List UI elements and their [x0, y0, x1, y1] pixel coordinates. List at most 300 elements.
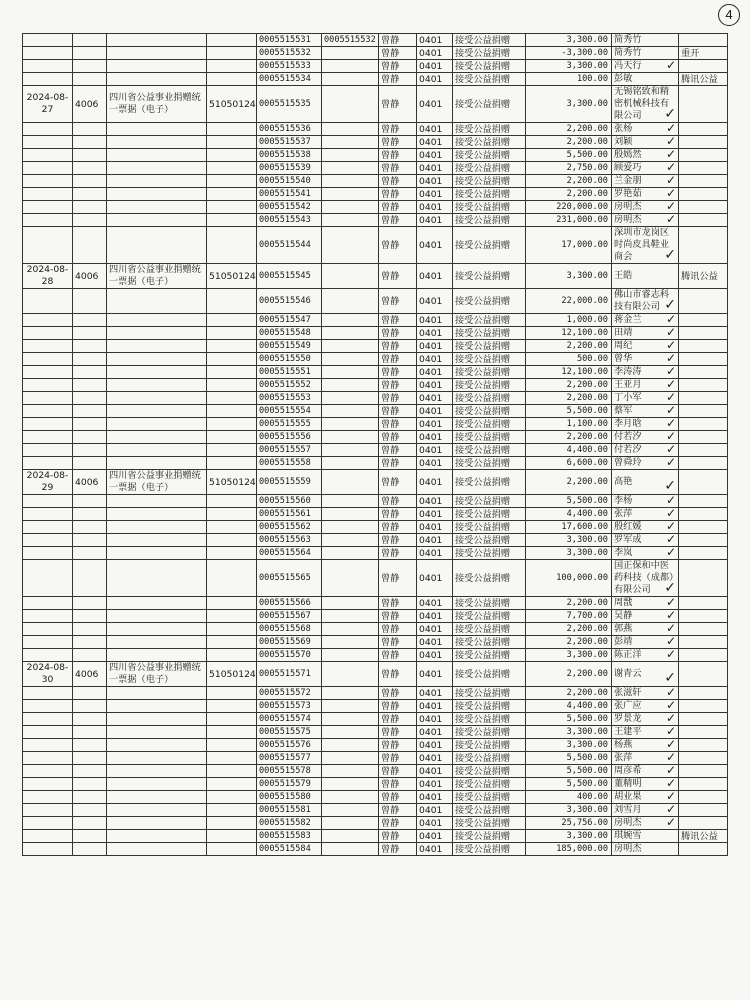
donor-name: 周戬	[614, 597, 633, 608]
account-code-cell: 0401	[417, 547, 453, 560]
account-code-cell: 0401	[417, 534, 453, 547]
amount-cell: 6,600.00	[526, 457, 612, 470]
account-code-cell: 0401	[417, 123, 453, 136]
amount-cell: 7,700.00	[526, 610, 612, 623]
doc-type-cell	[107, 201, 207, 214]
donor-name: 房明杰	[614, 817, 642, 828]
invoice-no-end-cell	[322, 778, 379, 791]
donor-cell	[612, 188, 679, 201]
donor-name: 董精明	[614, 778, 642, 789]
date-cell	[23, 636, 73, 649]
check-mark-icon: ✓	[665, 59, 676, 72]
invoice-no-end-cell	[322, 162, 379, 175]
subject-cell: 接受公益捐赠	[453, 830, 526, 843]
code-cell	[73, 34, 107, 47]
donor-cell	[612, 508, 679, 521]
invoice-no-cell: 0005515571	[257, 662, 322, 687]
table-row	[23, 366, 728, 379]
doc-code-cell: 51050124	[207, 470, 257, 495]
doc-code-cell	[207, 830, 257, 843]
invoice-no-cell: 0005515567	[257, 610, 322, 623]
code-cell	[73, 687, 107, 700]
subject-cell: 接受公益捐赠	[453, 392, 526, 405]
handler-cell: 曾静	[379, 175, 417, 188]
handler-cell: 曾静	[379, 47, 417, 60]
amount-cell: 2,200.00	[526, 470, 612, 495]
date-cell: 2024-08-30	[23, 662, 73, 687]
invoice-no-end-cell: 0005515532	[322, 34, 379, 47]
doc-type-cell	[107, 123, 207, 136]
table-row	[23, 136, 728, 149]
check-mark-icon: ✓	[664, 670, 676, 686]
doc-type-cell	[107, 508, 207, 521]
doc-code-cell	[207, 457, 257, 470]
amount-cell: 3,300.00	[526, 547, 612, 560]
page-number: 4	[718, 4, 740, 26]
table-row	[23, 791, 728, 804]
remark-cell	[679, 765, 728, 778]
remark-cell	[679, 739, 728, 752]
doc-type-cell	[107, 804, 207, 817]
doc-code-cell	[207, 560, 257, 597]
handler-cell: 曾静	[379, 843, 417, 856]
donor-name: 蔡军	[614, 405, 633, 416]
invoice-no-end-cell	[322, 86, 379, 123]
donor-name: 刘雪月	[614, 804, 642, 815]
doc-code-cell: 51050124	[207, 264, 257, 289]
table-row	[23, 175, 728, 188]
doc-code-cell	[207, 752, 257, 765]
remark-cell	[679, 457, 728, 470]
donor-cell	[612, 791, 679, 804]
donor-cell	[612, 817, 679, 830]
account-code-cell: 0401	[417, 86, 453, 123]
handler-cell: 曾静	[379, 778, 417, 791]
donor-cell	[612, 431, 679, 444]
date-cell	[23, 73, 73, 86]
check-mark-icon: ✓	[665, 391, 676, 404]
subject-cell: 接受公益捐赠	[453, 508, 526, 521]
table-row	[23, 162, 728, 175]
doc-code-cell	[207, 597, 257, 610]
code-cell: 4006	[73, 662, 107, 687]
invoice-no-cell: 0005515555	[257, 418, 322, 431]
invoice-no-cell: 0005515532	[257, 47, 322, 60]
ledger-body	[23, 34, 728, 856]
subject-cell: 接受公益捐赠	[453, 405, 526, 418]
account-code-cell: 0401	[417, 264, 453, 289]
invoice-no-cell: 0005515572	[257, 687, 322, 700]
doc-type-cell	[107, 700, 207, 713]
handler-cell: 曾静	[379, 123, 417, 136]
invoice-no-cell: 0005515536	[257, 123, 322, 136]
date-cell	[23, 47, 73, 60]
donor-cell	[612, 227, 679, 264]
remark-cell	[679, 444, 728, 457]
doc-code-cell	[207, 353, 257, 366]
remark-cell	[679, 34, 728, 47]
code-cell	[73, 162, 107, 175]
code-cell	[73, 366, 107, 379]
donor-cell	[612, 340, 679, 353]
donor-cell	[612, 457, 679, 470]
invoice-no-end-cell	[322, 264, 379, 289]
handler-cell: 曾静	[379, 739, 417, 752]
doc-type-cell	[107, 392, 207, 405]
remark-cell	[679, 353, 728, 366]
remark-cell	[679, 791, 728, 804]
account-code-cell: 0401	[417, 314, 453, 327]
invoice-no-end-cell	[322, 175, 379, 188]
doc-code-cell	[207, 534, 257, 547]
table-row	[23, 804, 728, 817]
handler-cell: 曾静	[379, 214, 417, 227]
doc-type-cell	[107, 60, 207, 73]
date-cell	[23, 379, 73, 392]
table-row	[23, 457, 728, 470]
invoice-no-end-cell	[322, 379, 379, 392]
remark-cell	[679, 60, 728, 73]
doc-code-cell	[207, 327, 257, 340]
account-code-cell: 0401	[417, 662, 453, 687]
doc-type-cell	[107, 547, 207, 560]
donor-cell	[612, 470, 679, 495]
account-code-cell: 0401	[417, 817, 453, 830]
invoice-no-cell: 0005515574	[257, 713, 322, 726]
amount-cell: 12,100.00	[526, 366, 612, 379]
amount-cell: 100.00	[526, 73, 612, 86]
date-cell	[23, 289, 73, 314]
date-cell	[23, 752, 73, 765]
account-code-cell: 0401	[417, 636, 453, 649]
doc-code-cell	[207, 739, 257, 752]
donor-cell	[612, 623, 679, 636]
donor-name: 简秀竹	[614, 47, 642, 58]
doc-type-cell	[107, 752, 207, 765]
doc-code-cell	[207, 392, 257, 405]
invoice-no-end-cell	[322, 366, 379, 379]
check-mark-icon: ✓	[665, 200, 676, 213]
code-cell	[73, 340, 107, 353]
account-code-cell: 0401	[417, 830, 453, 843]
donor-cell	[612, 830, 679, 843]
donor-name: 房明杰	[614, 843, 642, 854]
invoice-no-cell: 0005515581	[257, 804, 322, 817]
amount-cell: 400.00	[526, 791, 612, 804]
subject-cell: 接受公益捐赠	[453, 201, 526, 214]
invoice-no-end-cell	[322, 713, 379, 726]
subject-cell: 接受公益捐赠	[453, 327, 526, 340]
date-cell: 2024-08-28	[23, 264, 73, 289]
invoice-no-end-cell	[322, 597, 379, 610]
remark-cell	[679, 431, 728, 444]
amount-cell: 2,200.00	[526, 340, 612, 353]
check-mark-icon: ✓	[665, 122, 676, 135]
invoice-no-end-cell	[322, 188, 379, 201]
date-cell	[23, 765, 73, 778]
donor-name: 国正保和中医药科技（成都）有限公司	[614, 560, 674, 595]
code-cell	[73, 418, 107, 431]
invoice-no-cell: 0005515566	[257, 597, 322, 610]
amount-cell: 1,000.00	[526, 314, 612, 327]
invoice-no-end-cell	[322, 201, 379, 214]
remark-cell	[679, 534, 728, 547]
subject-cell: 接受公益捐赠	[453, 610, 526, 623]
handler-cell: 曾静	[379, 623, 417, 636]
doc-code-cell	[207, 314, 257, 327]
donor-cell	[612, 597, 679, 610]
code-cell	[73, 636, 107, 649]
doc-type-cell	[107, 817, 207, 830]
doc-code-cell	[207, 340, 257, 353]
code-cell	[73, 534, 107, 547]
code-cell	[73, 73, 107, 86]
doc-type-cell	[107, 713, 207, 726]
doc-type-cell	[107, 765, 207, 778]
doc-code-cell	[207, 47, 257, 60]
code-cell	[73, 830, 107, 843]
table-row	[23, 470, 728, 495]
donor-cell	[612, 136, 679, 149]
subject-cell: 接受公益捐赠	[453, 649, 526, 662]
account-code-cell: 0401	[417, 227, 453, 264]
date-cell	[23, 649, 73, 662]
table-row	[23, 86, 728, 123]
code-cell	[73, 457, 107, 470]
handler-cell: 曾静	[379, 431, 417, 444]
doc-type-cell	[107, 188, 207, 201]
subject-cell: 接受公益捐赠	[453, 765, 526, 778]
doc-type-cell	[107, 778, 207, 791]
remark-cell	[679, 123, 728, 136]
subject-cell: 接受公益捐赠	[453, 366, 526, 379]
invoice-no-end-cell	[322, 739, 379, 752]
account-code-cell: 0401	[417, 687, 453, 700]
handler-cell: 曾静	[379, 444, 417, 457]
donor-name: 刘颖	[614, 136, 633, 147]
code-cell	[73, 700, 107, 713]
subject-cell: 接受公益捐赠	[453, 739, 526, 752]
remark-cell	[679, 289, 728, 314]
doc-code-cell	[207, 765, 257, 778]
date-cell	[23, 188, 73, 201]
remark-cell	[679, 227, 728, 264]
subject-cell: 接受公益捐赠	[453, 86, 526, 123]
amount-cell: 5,500.00	[526, 778, 612, 791]
doc-type-cell	[107, 623, 207, 636]
date-cell	[23, 610, 73, 623]
doc-code-cell	[207, 817, 257, 830]
subject-cell: 接受公益捐赠	[453, 547, 526, 560]
doc-type-cell	[107, 431, 207, 444]
account-code-cell: 0401	[417, 610, 453, 623]
amount-cell: -3,300.00	[526, 47, 612, 60]
donor-cell	[612, 662, 679, 687]
amount-cell: 2,200.00	[526, 379, 612, 392]
remark-cell	[679, 687, 728, 700]
donor-name: 谢青云	[614, 668, 642, 679]
donor-name: 张杨	[614, 123, 633, 134]
invoice-no-cell: 0005515531	[257, 34, 322, 47]
account-code-cell: 0401	[417, 73, 453, 86]
doc-code-cell	[207, 73, 257, 86]
table-row	[23, 289, 728, 314]
amount-cell: 3,300.00	[526, 534, 612, 547]
doc-code-cell	[207, 60, 257, 73]
donor-name: 王亚月	[614, 379, 642, 390]
table-row	[23, 188, 728, 201]
check-mark-icon: ✓	[665, 725, 676, 738]
donor-name: 殷红媛	[614, 521, 642, 532]
donor-name: 李涛涛	[614, 366, 642, 377]
handler-cell: 曾静	[379, 86, 417, 123]
subject-cell: 接受公益捐赠	[453, 495, 526, 508]
invoice-no-end-cell	[322, 687, 379, 700]
account-code-cell: 0401	[417, 149, 453, 162]
handler-cell: 曾静	[379, 687, 417, 700]
invoice-no-end-cell	[322, 392, 379, 405]
donor-cell	[612, 636, 679, 649]
donor-name: 琪婉雪	[614, 830, 642, 841]
code-cell	[73, 188, 107, 201]
account-code-cell: 0401	[417, 175, 453, 188]
check-mark-icon: ✓	[665, 404, 676, 417]
invoice-no-cell: 0005515563	[257, 534, 322, 547]
donor-name: 周彦希	[614, 765, 642, 776]
doc-type-cell	[107, 227, 207, 264]
account-code-cell: 0401	[417, 60, 453, 73]
invoice-no-end-cell	[322, 508, 379, 521]
table-row	[23, 314, 728, 327]
doc-code-cell	[207, 636, 257, 649]
check-mark-icon: ✓	[665, 326, 676, 339]
remark-cell	[679, 340, 728, 353]
remark-cell	[679, 843, 728, 856]
table-row	[23, 547, 728, 560]
donor-cell	[612, 392, 679, 405]
handler-cell: 曾静	[379, 227, 417, 264]
check-mark-icon: ✓	[665, 365, 676, 378]
check-mark-icon: ✓	[665, 174, 676, 187]
doc-type-cell	[107, 597, 207, 610]
doc-type-cell	[107, 289, 207, 314]
donor-name: 罗艳茹	[614, 188, 642, 199]
donor-name: 无锡铭致和精密机械科技有限公司	[614, 86, 670, 121]
subject-cell: 接受公益捐赠	[453, 162, 526, 175]
date-cell	[23, 817, 73, 830]
donor-name: 丁小军	[614, 392, 642, 403]
invoice-no-cell: 0005515579	[257, 778, 322, 791]
date-cell	[23, 431, 73, 444]
remark-cell	[679, 327, 728, 340]
table-row	[23, 431, 728, 444]
subject-cell: 接受公益捐赠	[453, 340, 526, 353]
doc-type-cell	[107, 649, 207, 662]
invoice-no-cell: 0005515559	[257, 470, 322, 495]
check-mark-icon: ✓	[665, 443, 676, 456]
donor-name: 高艳	[614, 476, 633, 487]
date-cell	[23, 534, 73, 547]
amount-cell: 17,000.00	[526, 227, 612, 264]
amount-cell: 25,756.00	[526, 817, 612, 830]
subject-cell: 接受公益捐赠	[453, 700, 526, 713]
code-cell	[73, 804, 107, 817]
remark-cell	[679, 547, 728, 560]
amount-cell: 3,300.00	[526, 34, 612, 47]
subject-cell: 接受公益捐赠	[453, 314, 526, 327]
donor-cell	[612, 534, 679, 547]
subject-cell: 接受公益捐赠	[453, 444, 526, 457]
doc-code-cell	[207, 379, 257, 392]
date-cell	[23, 340, 73, 353]
table-row	[23, 214, 728, 227]
date-cell	[23, 162, 73, 175]
remark-cell	[679, 470, 728, 495]
invoice-no-end-cell	[322, 623, 379, 636]
account-code-cell: 0401	[417, 162, 453, 175]
table-row	[23, 392, 728, 405]
subject-cell: 接受公益捐赠	[453, 636, 526, 649]
amount-cell: 2,200.00	[526, 597, 612, 610]
code-cell	[73, 778, 107, 791]
handler-cell: 曾静	[379, 201, 417, 214]
invoice-no-end-cell	[322, 314, 379, 327]
donor-cell	[612, 560, 679, 597]
amount-cell: 3,300.00	[526, 804, 612, 817]
account-code-cell: 0401	[417, 431, 453, 444]
handler-cell: 曾静	[379, 547, 417, 560]
account-code-cell: 0401	[417, 739, 453, 752]
code-cell	[73, 726, 107, 739]
handler-cell: 曾静	[379, 457, 417, 470]
date-cell	[23, 314, 73, 327]
amount-cell: 3,300.00	[526, 86, 612, 123]
donor-name: 蒋金兰	[614, 314, 642, 325]
handler-cell: 曾静	[379, 521, 417, 534]
check-mark-icon: ✓	[665, 609, 676, 622]
donor-name: 吴静	[614, 610, 633, 621]
amount-cell: 2,750.00	[526, 162, 612, 175]
donor-cell	[612, 649, 679, 662]
check-mark-icon: ✓	[665, 507, 676, 520]
date-cell	[23, 508, 73, 521]
account-code-cell: 0401	[417, 700, 453, 713]
amount-cell: 2,200.00	[526, 623, 612, 636]
date-cell	[23, 726, 73, 739]
check-mark-icon: ✓	[665, 456, 676, 469]
code-cell	[73, 431, 107, 444]
code-cell: 4006	[73, 470, 107, 495]
date-cell	[23, 149, 73, 162]
donor-cell	[612, 264, 679, 289]
account-code-cell: 0401	[417, 214, 453, 227]
doc-type-cell	[107, 457, 207, 470]
remark-cell	[679, 778, 728, 791]
doc-type-cell: 四川省公益事业捐赠统一票据（电子）	[107, 264, 207, 289]
date-cell	[23, 547, 73, 560]
remark-cell	[679, 149, 728, 162]
remark-cell	[679, 392, 728, 405]
check-mark-icon: ✓	[665, 417, 676, 430]
amount-cell: 3,300.00	[526, 726, 612, 739]
donor-name: 罗军成	[614, 534, 642, 545]
account-code-cell: 0401	[417, 495, 453, 508]
remark-cell	[679, 314, 728, 327]
invoice-no-cell: 0005515534	[257, 73, 322, 86]
subject-cell: 接受公益捐赠	[453, 214, 526, 227]
remark-cell	[679, 560, 728, 597]
doc-type-cell	[107, 636, 207, 649]
